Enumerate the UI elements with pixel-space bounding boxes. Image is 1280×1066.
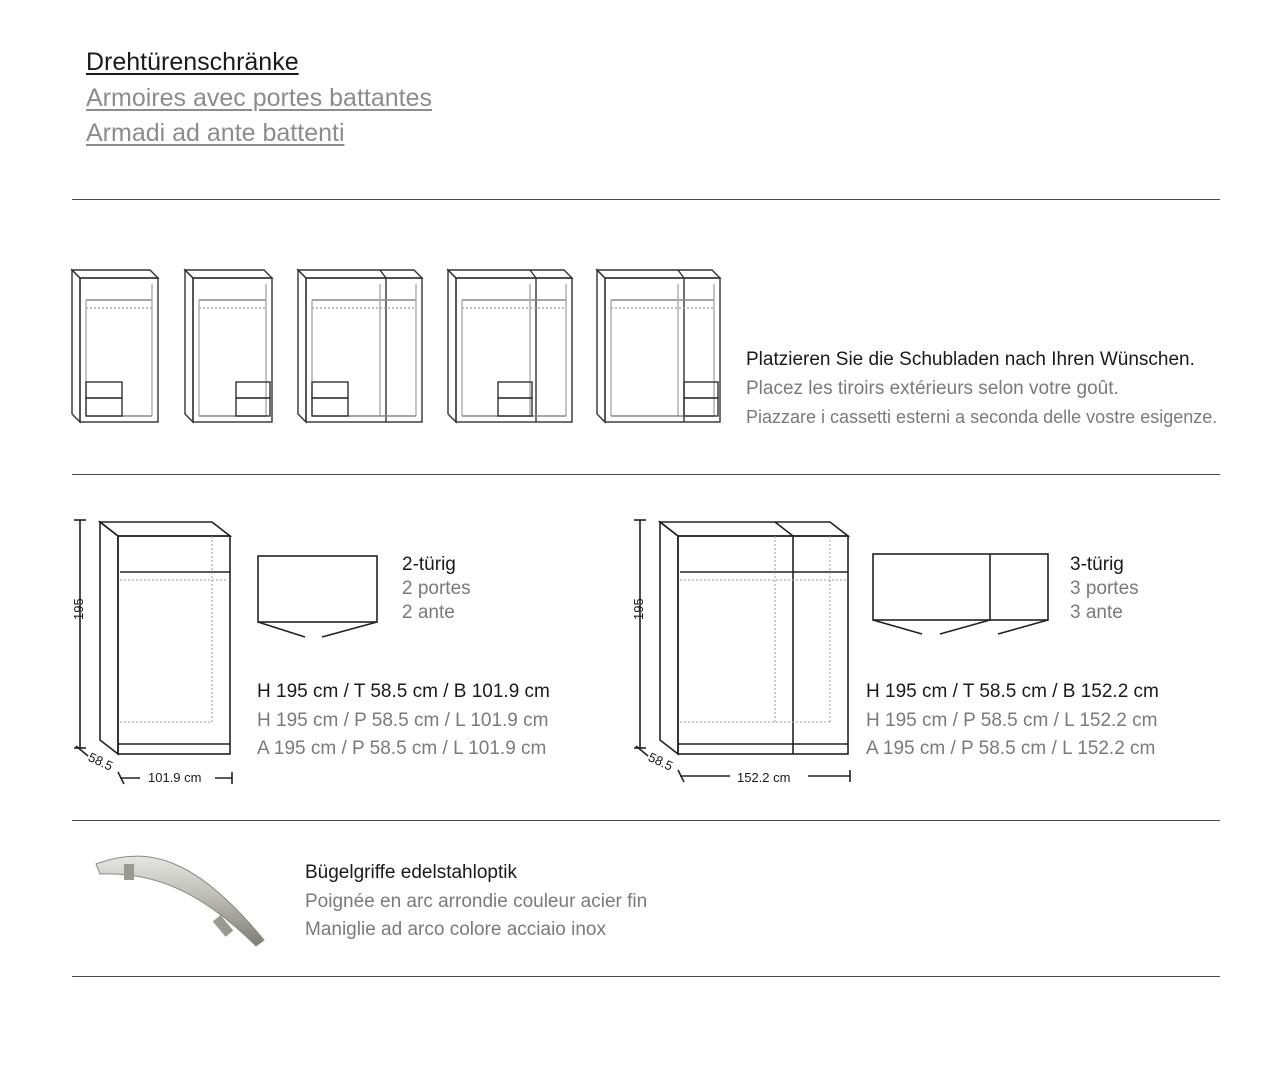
page-title-it[interactable]: Armadi ad ante battenti [86,119,345,147]
drawers-text-fr: Placez les tiroirs extérieurs selon votre goût. [746,378,1119,399]
handle-text-de: Bügelgriffe edelstahloptik [305,862,517,883]
three-door-dims-de: H 195 cm / T 58.5 cm / B 152.2 cm [866,681,1159,702]
three-door-label-it: 3 ante [1070,602,1123,623]
drawers-text-it: Piazzare i cassetti esterni a seconda delle vostre esigenze. [746,407,1218,427]
three-door-label-fr: 3 portes [1070,578,1139,599]
three-door-label-de: 3-türig [1070,554,1124,575]
drawers-text-de: Platzieren Sie die Schubladen nach Ihren Wünschen. [746,349,1195,370]
two-door-label-fr: 2 portes [402,578,471,599]
handle-text-it: Maniglie ad arco colore acciaio inox [305,919,606,940]
two-door-label-it: 2 ante [402,602,455,623]
two-door-dims-fr: H 195 cm / P 58.5 cm / L 101.9 cm [257,710,549,731]
two-door-label-de: 2-türig [402,554,456,575]
three-door-depth-label: 58.5 [646,749,676,774]
page-title[interactable]: Drehtürenschränke [86,48,299,76]
two-door-width-label: 101.9 cm [148,770,202,785]
handle-image [0,0,300,960]
three-door-dims-fr: H 195 cm / P 58.5 cm / L 152.2 cm [866,710,1158,731]
three-door-height-label: 195 [631,598,646,620]
divider [72,976,1220,977]
page-title-fr[interactable]: Armoires avec portes battantes [86,84,432,112]
three-door-dims-it: A 195 cm / P 58.5 cm / L 152.2 cm [866,738,1156,759]
two-door-dims-de: H 195 cm / T 58.5 cm / B 101.9 cm [257,681,550,702]
two-door-depth-label: 58.5 [86,749,116,774]
three-door-width-label: 152.2 cm [737,770,791,785]
two-door-dims-it: A 195 cm / P 58.5 cm / L 101.9 cm [257,738,547,759]
two-door-height-label: 195 [71,598,86,620]
handle-text-fr: Poignée en arc arrondie couleur acier fin [305,891,648,912]
